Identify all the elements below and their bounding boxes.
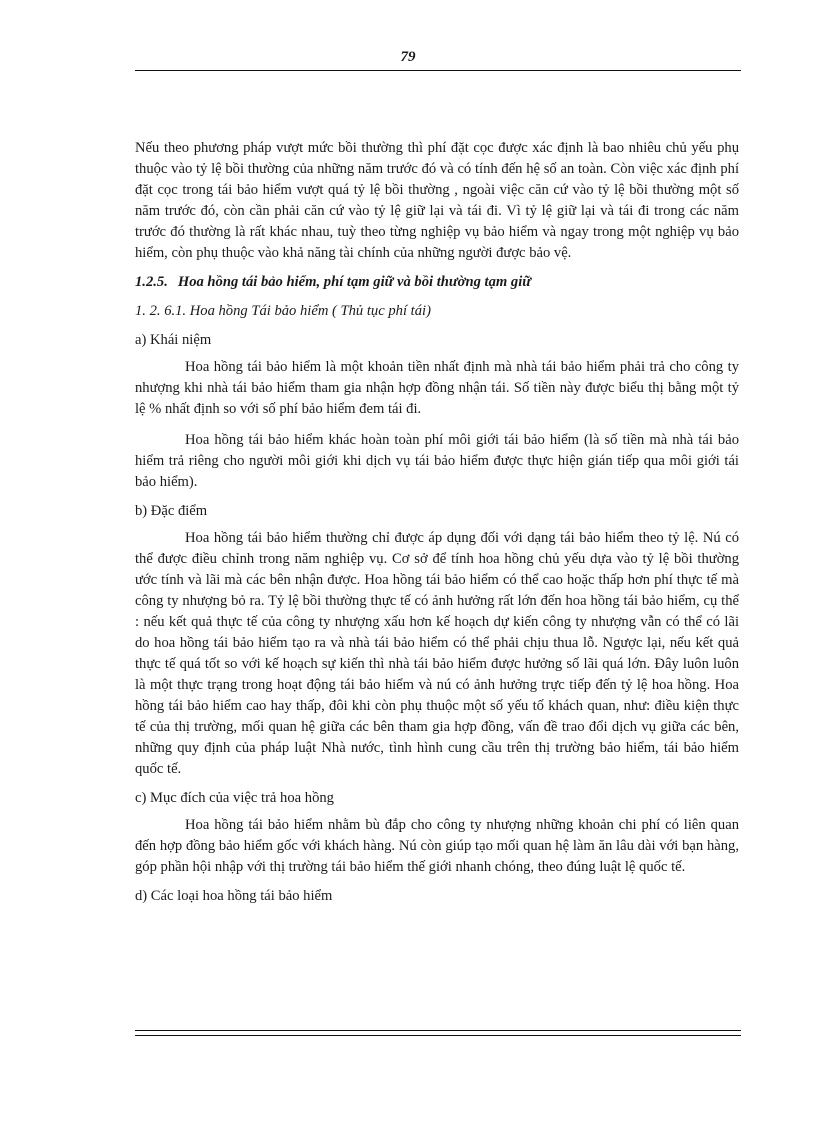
section-title: Hoa hồng tái bảo hiểm, phí tạm giữ và bồi thường tạm giữ (177, 274, 531, 290)
item-label-characteristics: b) Đặc điểm (135, 503, 208, 519)
item-label-concept: a) Khái niệm (135, 332, 212, 348)
footer-rule-upper (135, 1030, 741, 1031)
item-label-types: d) Các loại hoa hồng tái bảo hiểm (135, 888, 333, 904)
section-heading (135, 272, 739, 293)
subsection-heading: 1. 2. 6.1. Hoa hồng Tái bảo hiểm ( Thủ tục phí tái) (135, 303, 431, 319)
characteristics-paragraph: Hoa hồng tái bảo hiểm thường chỉ được áp dụng đối với dạng tái bảo hiểm theo tỷ lệ. Nú có thể được điều chỉnh trong năm nghiệp vụ. Cơ sở để tính hoa hồng chủ yếu dựa vào tỷ lệ bồi thường ước tính và lãi mà các bên nhận được. Hoa hồng tái bảo hiểm có thể cao hoặc thấp hơn phí thực tế mà công ty nhượng bỏ ra. Tỷ lệ bồi thường thực tế có ảnh hưởng rất lớn đến hoa hồng tái bảo hiểm, cụ thể : nếu kết quả thực tế của công ty nhượng xấu hơn kế hoạch dự kiến công ty nhượng vẫn có thể có lãi do hoa hồng tái bảo hiểm tạo ra và nhà tái bảo hiểm có thể phải chịu thua lỗ. Ngược lại, nếu kết quả thực tế quá tốt so với kế hoạch sự kiến thì nhà tái bảo hiểm được hưởng số lãi quá lớn. Đây luôn luôn là một thực trạng trong hoạt động tái bảo hiểm và nú có ảnh hưởng trực tiếp đến tỷ lệ hoa hồng. Hoa hồng tái bảo hiểm cao hay thấp, đôi khi còn phụ thuộc một số yếu tố khách quan, như: điều kiện thực tế của thị trường, mối quan hệ giữa các bên tham gia hợp đồng, vấn đề trao đổi dịch vụ giữa các bên, những quy định của pháp luật Nhà nước, tình hình cung cầu trên thị trường bảo hiểm, tái bảo hiểm quốc tế. (135, 530, 739, 777)
header-rule (135, 70, 741, 71)
item-label-purpose: c) Mục đích của việc trả hoa hồng (135, 790, 334, 806)
concept-paragraph-2: Hoa hồng tái bảo hiểm khác hoàn toàn phí môi giới tái bảo hiểm (là số tiền mà nhà tái bảo hiểm trả riêng cho người môi giới khi dịch vụ tái bảo hiểm được thực hiện gián tiếp qua môi giới tái bảo hiểm). (135, 432, 739, 490)
page-number: 79 (400, 49, 416, 65)
intro-paragraph: Nếu theo phương pháp vượt mức bồi thường thì phí đặt cọc được xác định là bao nhiêu chủ yếu phụ thuộc vào tỷ lệ bồi thường của những năm trước đó và có tính đến hệ số an toàn. Còn việc xác định phí đặt cọc trong tái bảo hiểm vượt quá tỷ lệ bồi thường , ngoài việc căn cứ vào tỷ lệ bồi thường một số năm trước đó, còn cần phải căn cứ vào tỷ lệ giữ lại và tái đi. Vì tỷ lệ giữ lại và tái đi trong các năm trước đó thường là rất khác nhau, tuỳ theo từng nghiệp vụ bảo hiểm và ngay trong một nghiệp vụ bảo hiểm, còn phụ thuộc vào khả năng tài chính của những người được bảo vệ. (135, 140, 739, 261)
page-body (135, 138, 739, 907)
concept-paragraph-1: Hoa hồng tái bảo hiểm là một khoản tiền nhất định mà nhà tái bảo hiểm phải trả cho công ty nhượng khi nhà tái bảo hiểm tham gia nhận hợp đồng nhận tái. Số tiền này được biểu thị bằng một tỷ lệ % nhất định so với số phí bảo hiểm đem tái đi. (135, 359, 739, 417)
purpose-paragraph: Hoa hồng tái bảo hiểm nhằm bù đắp cho công ty nhượng những khoản chi phí có liên quan đến hợp đồng bảo hiểm gốc với khách hàng. Nú còn giúp tạo mối quan hệ làm ăn lâu dài với bạn hàng, góp phần hội nhập với thị trường tái bảo hiểm thế giới nhanh chóng, theo đúng luật lệ quốc tế. (135, 817, 739, 875)
section-number: 1.2.5. (135, 274, 168, 290)
footer-rule-lower (135, 1035, 741, 1036)
